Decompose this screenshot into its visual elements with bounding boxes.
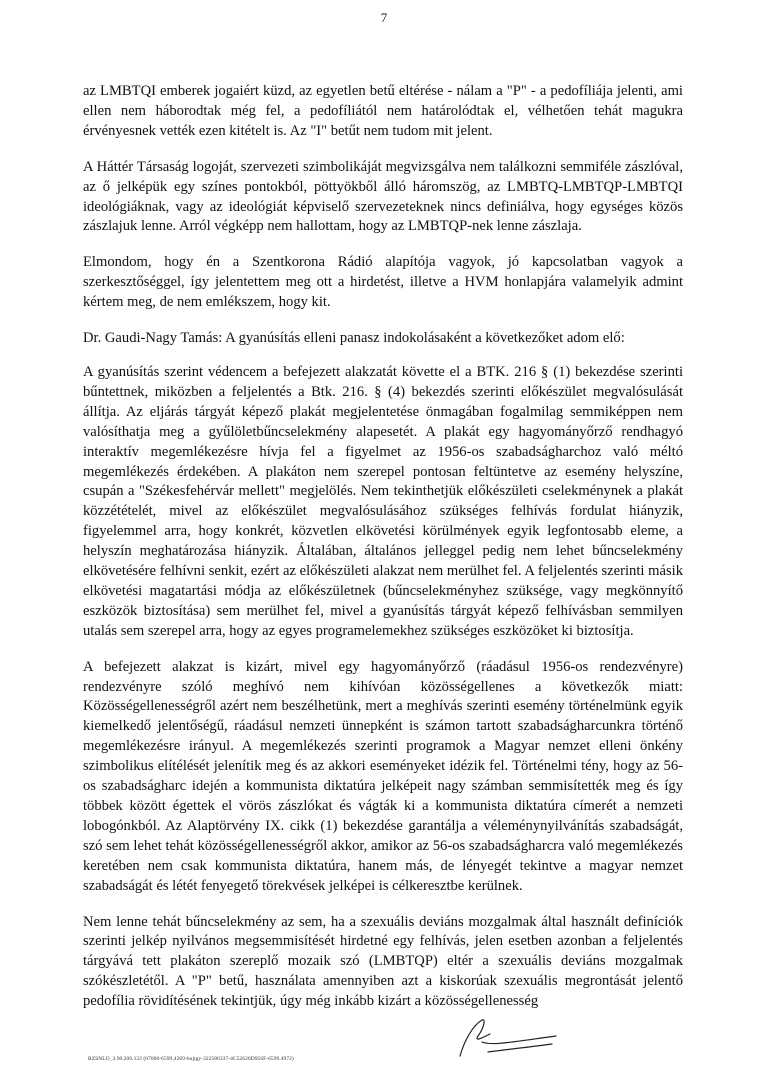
paragraph: Elmondom, hogy én a Szentkorona Rádió alapítója vagyok, jó kapcsolatban vagyok a szerkesztőséggel, így jelentettem meg ott a hirdetést, illetve a HVM honlapjára valamelyik admint kértem meg, de nem emlékszem, hogy kit.: [83, 254, 683, 311]
paragraph: Nem lenne tehát bűncselekmény az sem, ha a szexuális deviáns mozgalmak által használt definíciók szerinti jelkép nyilvános megsemmisítését hirdetné egy felhívás, jelen esetben azonban a feljelentés tárgyává tett plakáton szereplő mozaik szó (LMBTQP) eltér a szexuális deviáns mozgalmak szókészletétől. A "P" betű, használata amennyiben azt a kiskorúak szexuális megrontását jelentő pedofília rövidítésének tekintjük, úgy még inkább kizárt a közösségellenesség: [83, 913, 683, 1010]
paragraph: A Háttér Társaság logoját, szervezeti szimbolikáját megvizsgálva nem találkozni semmiféle zászlóval, az ő jelképük egy színes pontokból, pöttyökből álló háromszög, az LMBTQ-LMBTQP-LMBTQI ideológiáknak, vagy az ideológiát képviselő szervezeteknek nincs definiálva, hogy egységes közös zászlajuk lenne. Arról végképp nem hallottam, hogy az LMBTQP-nek lenne zászlaja.: [83, 158, 683, 235]
paragraph: A gyanúsítás szerint védencem a befejezett alakzatát követte el a BTK. 216 § (1) bekezdése szerinti bűntettnek, miközben a feljelentés a Btk. 216. § (4) bekezdés szerinti előkészület megvalósulását állítja. Az eljárás tárgyát képező plakát megjelentetése önmagában fogalmilag semmiképpen nem valósíthatja meg a gyűlöletbűncselekmény alapesetét. A plakát egy hagyományőrző rendhagyó interaktív megemlékezésre hívja fel a figyelmet az 1956-os szabadságharchoz való méltó megemlékezés érdekében. A plakáton nem szerepel pontosan feltüntetve az esemény helyszíne, csupán a "Székesfehérvár mellett" megjelölés. Nem tekinthetjük előkészületi cselekménynek a plakát közzétételét, mivel az előkészület megvalósulásához szükséges felhívás fordulat hiányzik, figyelemmel arra, hogy konkrét, közvetlen elkövetési körülmények egyik legfontosabb eleme, a helyszín meghatározása hiányzik. Általában, általános jelleggel pedig nem lehet bűncselekmény elkövetésére felhívni senkit, ezért az előkészületi alakzat nem merülhet fel. A feljelentés szerinti másik elkövetési magatartási módja az előkészületnek (bűncselekményhez szüksége, vagy megkönnyítő eszközök biztosítása) sem merülhet fel, mivel a gyanúsítás tárgyát képező felhívásban semmilyen utalás sem szerepel arra, hogy az egyes programelemekhez szükséges eszközöket ki biztosítja.: [83, 363, 683, 639]
footer-document-code: RZSNLO_3.90.200.122 (07000-6599,4269-bujtgy-322586337-4C52620D956F-6599.4972): [88, 1056, 294, 1062]
paragraph: Dr. Gaudi-Nagy Tamás: A gyanúsítás elleni panasz indokolásaként a következőket adom elő:: [83, 330, 625, 347]
page-number: 7: [380, 10, 388, 25]
signature-image: [452, 1012, 562, 1062]
paragraph: az LMBTQI emberek jogaiért küzd, az egyetlen betű eltérése - nálam a "P" - a pedofíliája jelenti, ami ellen nem háborodtak még fel, a pedofíliától nem határolódtak el, vélhetően tehát magukra érvényesnek vették ezen kitételt is. Az "I" betűt nem tudom mit jelent.: [83, 83, 683, 139]
document-body: [83, 82, 683, 1028]
paragraph: A befejezett alakzat is kizárt, mivel egy hagyományőrző (ráadásul 1956-os rendezvényre) rendezvényre szóló meghívó nem kihívóan közösségellenes a következők miatt: Közösségellenességről azért nem beszélhetünk, mert a meghívás szerinti esemény történelmünk egyik kiemelkedő jelentőségű, ráadásul nemzeti ünnepként is számon tartott szabadságharcunkra történő megemlékezésre irányul. A megemlékezés szerinti programok a Magyar nemzet elleni önkény szimbolikus elítélését jelenítik meg és az akkori eseményeket idézik fel. Történelmi tény, hogy az 56-os szabadságharc idején a kommunista diktatúra jelképeit nagy számban semmisítették meg és így többek között égettek el vörös zászlókat és vágták ki a kommunista diktatúra címerét a nemzeti lobogónkból. Az Alaptörvény IX. cikk (1) bekezdése garantálja a véleménynyilvánítás szabadságát, szó sem lehet tehát közösségellenességről akkor, amikor az 56-os szabadságharcra való megemlékezés keretében nem csak kommunista diktatúra, hanem más, de lényegét tekintve a magyar nemzet szabadságát és létét fenyegető törekvések jelképei is célkeresztbe kerülnek.: [83, 658, 683, 894]
